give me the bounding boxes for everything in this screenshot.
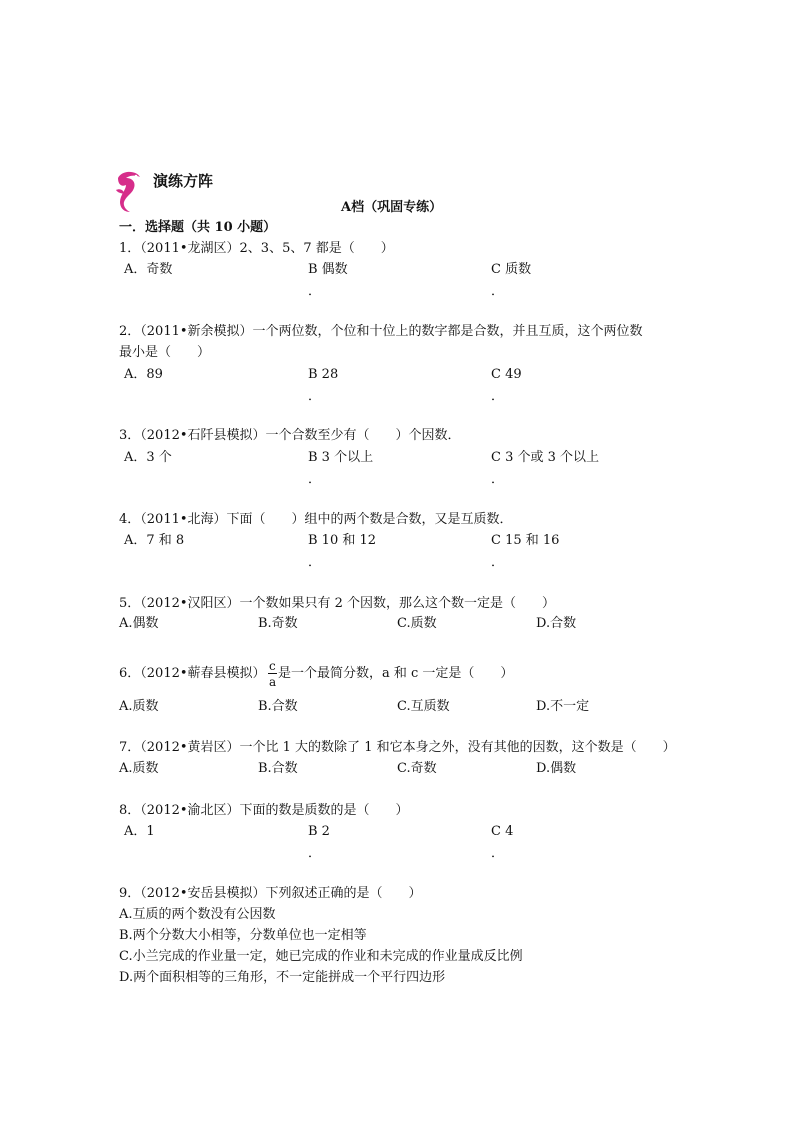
question-1-option-b[interactable]: B 偶数 <box>308 262 348 277</box>
option-dot: ． <box>308 472 322 487</box>
question-6-option-a[interactable]: A.质数 <box>119 699 159 714</box>
question-8-option-c[interactable]: C 4 <box>491 824 514 839</box>
question-6-fraction-bar <box>268 673 277 674</box>
option-dot: ． <box>491 389 505 404</box>
question-2-option-b[interactable]: B 28 <box>308 367 339 382</box>
question-7-stem: 7．（2012•黄岩区）一个比 1 大的数除了 1 和它本身之外，没有其他的因数，这个数是（ ） <box>119 740 676 755</box>
question-9-option-c[interactable]: C.小兰完成的作业量一定，她已完成的作业和未完成的作业量成反比例 <box>119 949 523 964</box>
question-3-option-c[interactable]: C 3 个或 3 个以上 <box>491 450 600 465</box>
question-7-option-a[interactable]: A.质数 <box>119 761 159 776</box>
page-subtitle: A档（巩固专练） <box>341 200 443 215</box>
option-dot: ． <box>308 284 322 299</box>
question-6-fraction-denominator: a <box>269 675 277 689</box>
question-6-stem-prefix: 6．（2012•蕲春县模拟） <box>119 666 266 681</box>
question-8-option-a[interactable]: A．1 <box>124 824 155 839</box>
question-5-option-a[interactable]: A.偶数 <box>119 616 159 631</box>
question-3-option-b[interactable]: B 3 个以上 <box>308 450 374 465</box>
option-dot: ． <box>491 472 505 487</box>
question-4-option-b[interactable]: B 10 和 12 <box>308 533 377 548</box>
question-2-option-a[interactable]: A．89 <box>124 367 163 382</box>
question-2-option-c[interactable]: C 49 <box>491 367 522 382</box>
question-4-option-c[interactable]: C 15 和 16 <box>491 533 560 548</box>
question-7-option-d[interactable]: D.偶数 <box>536 761 577 776</box>
question-3-option-a[interactable]: A．3 个 <box>124 450 172 465</box>
dolphin-logo-icon <box>112 168 144 214</box>
question-8-option-b[interactable]: B 2 <box>308 824 330 839</box>
question-5-option-d[interactable]: D.合数 <box>536 616 577 631</box>
question-2-stem-line-1: 2．（2011•新余模拟）一个两位数，个位和十位上的数字都是合数，并且互质，这个两位数 <box>119 324 643 339</box>
question-6-option-c[interactable]: C.互质数 <box>397 699 450 714</box>
question-9-stem: 9．（2012•安岳县模拟）下列叙述正确的是（ ） <box>119 886 422 901</box>
option-dot: ． <box>308 846 322 861</box>
option-dot: ． <box>308 555 322 570</box>
question-9-option-b[interactable]: B.两个分数大小相等，分数单位也一定相等 <box>119 928 367 943</box>
question-7-option-b[interactable]: B.合数 <box>258 761 298 776</box>
question-6-stem-suffix: 是一个最简分数，a 和 c 一定是（ ） <box>278 666 514 681</box>
question-5-option-c[interactable]: C.质数 <box>397 616 437 631</box>
page-title: 演练方阵 <box>153 172 214 190</box>
question-9-option-a[interactable]: A.互质的两个数没有公因数 <box>119 907 276 922</box>
question-2-stem-line-2: 最小是（ ） <box>119 345 211 360</box>
section-title: 一．选择题（共 10 小题） <box>119 220 277 235</box>
question-7-option-c[interactable]: C.奇数 <box>397 761 437 776</box>
question-9-option-d[interactable]: D.两个面积相等的三角形，不一定能拼成一个平行四边形 <box>119 970 446 985</box>
question-3-stem: 3．（2012•石阡县模拟）一个合数至少有（ ）个因数． <box>119 428 461 443</box>
option-dot: ． <box>491 846 505 861</box>
question-6-fraction-numerator: c <box>269 659 276 673</box>
question-4-option-a[interactable]: A．7 和 8 <box>124 533 185 548</box>
question-6-option-d[interactable]: D.不一定 <box>536 699 590 714</box>
question-1-stem: 1．（2011•龙湖区）2、3、5、7 都是（ ） <box>119 241 394 256</box>
question-5-stem: 5．（2012•汉阳区）一个数如果只有 2 个因数，那么这个数一定是（ ） <box>119 596 556 611</box>
question-1-option-c[interactable]: C 质数 <box>491 262 532 277</box>
option-dot: ． <box>491 555 505 570</box>
question-5-option-b[interactable]: B.奇数 <box>258 616 298 631</box>
question-6-option-b[interactable]: B.合数 <box>258 699 298 714</box>
question-1-option-a[interactable]: A．奇数 <box>124 262 173 277</box>
question-4-stem: 4．（2011•北海）下面（ ）组中的两个数是合数，又是互质数． <box>119 512 513 527</box>
option-dot: ． <box>491 284 505 299</box>
question-8-stem: 8．（2012•渝北区）下面的数是质数的是（ ） <box>119 803 409 818</box>
option-dot: ． <box>308 389 322 404</box>
